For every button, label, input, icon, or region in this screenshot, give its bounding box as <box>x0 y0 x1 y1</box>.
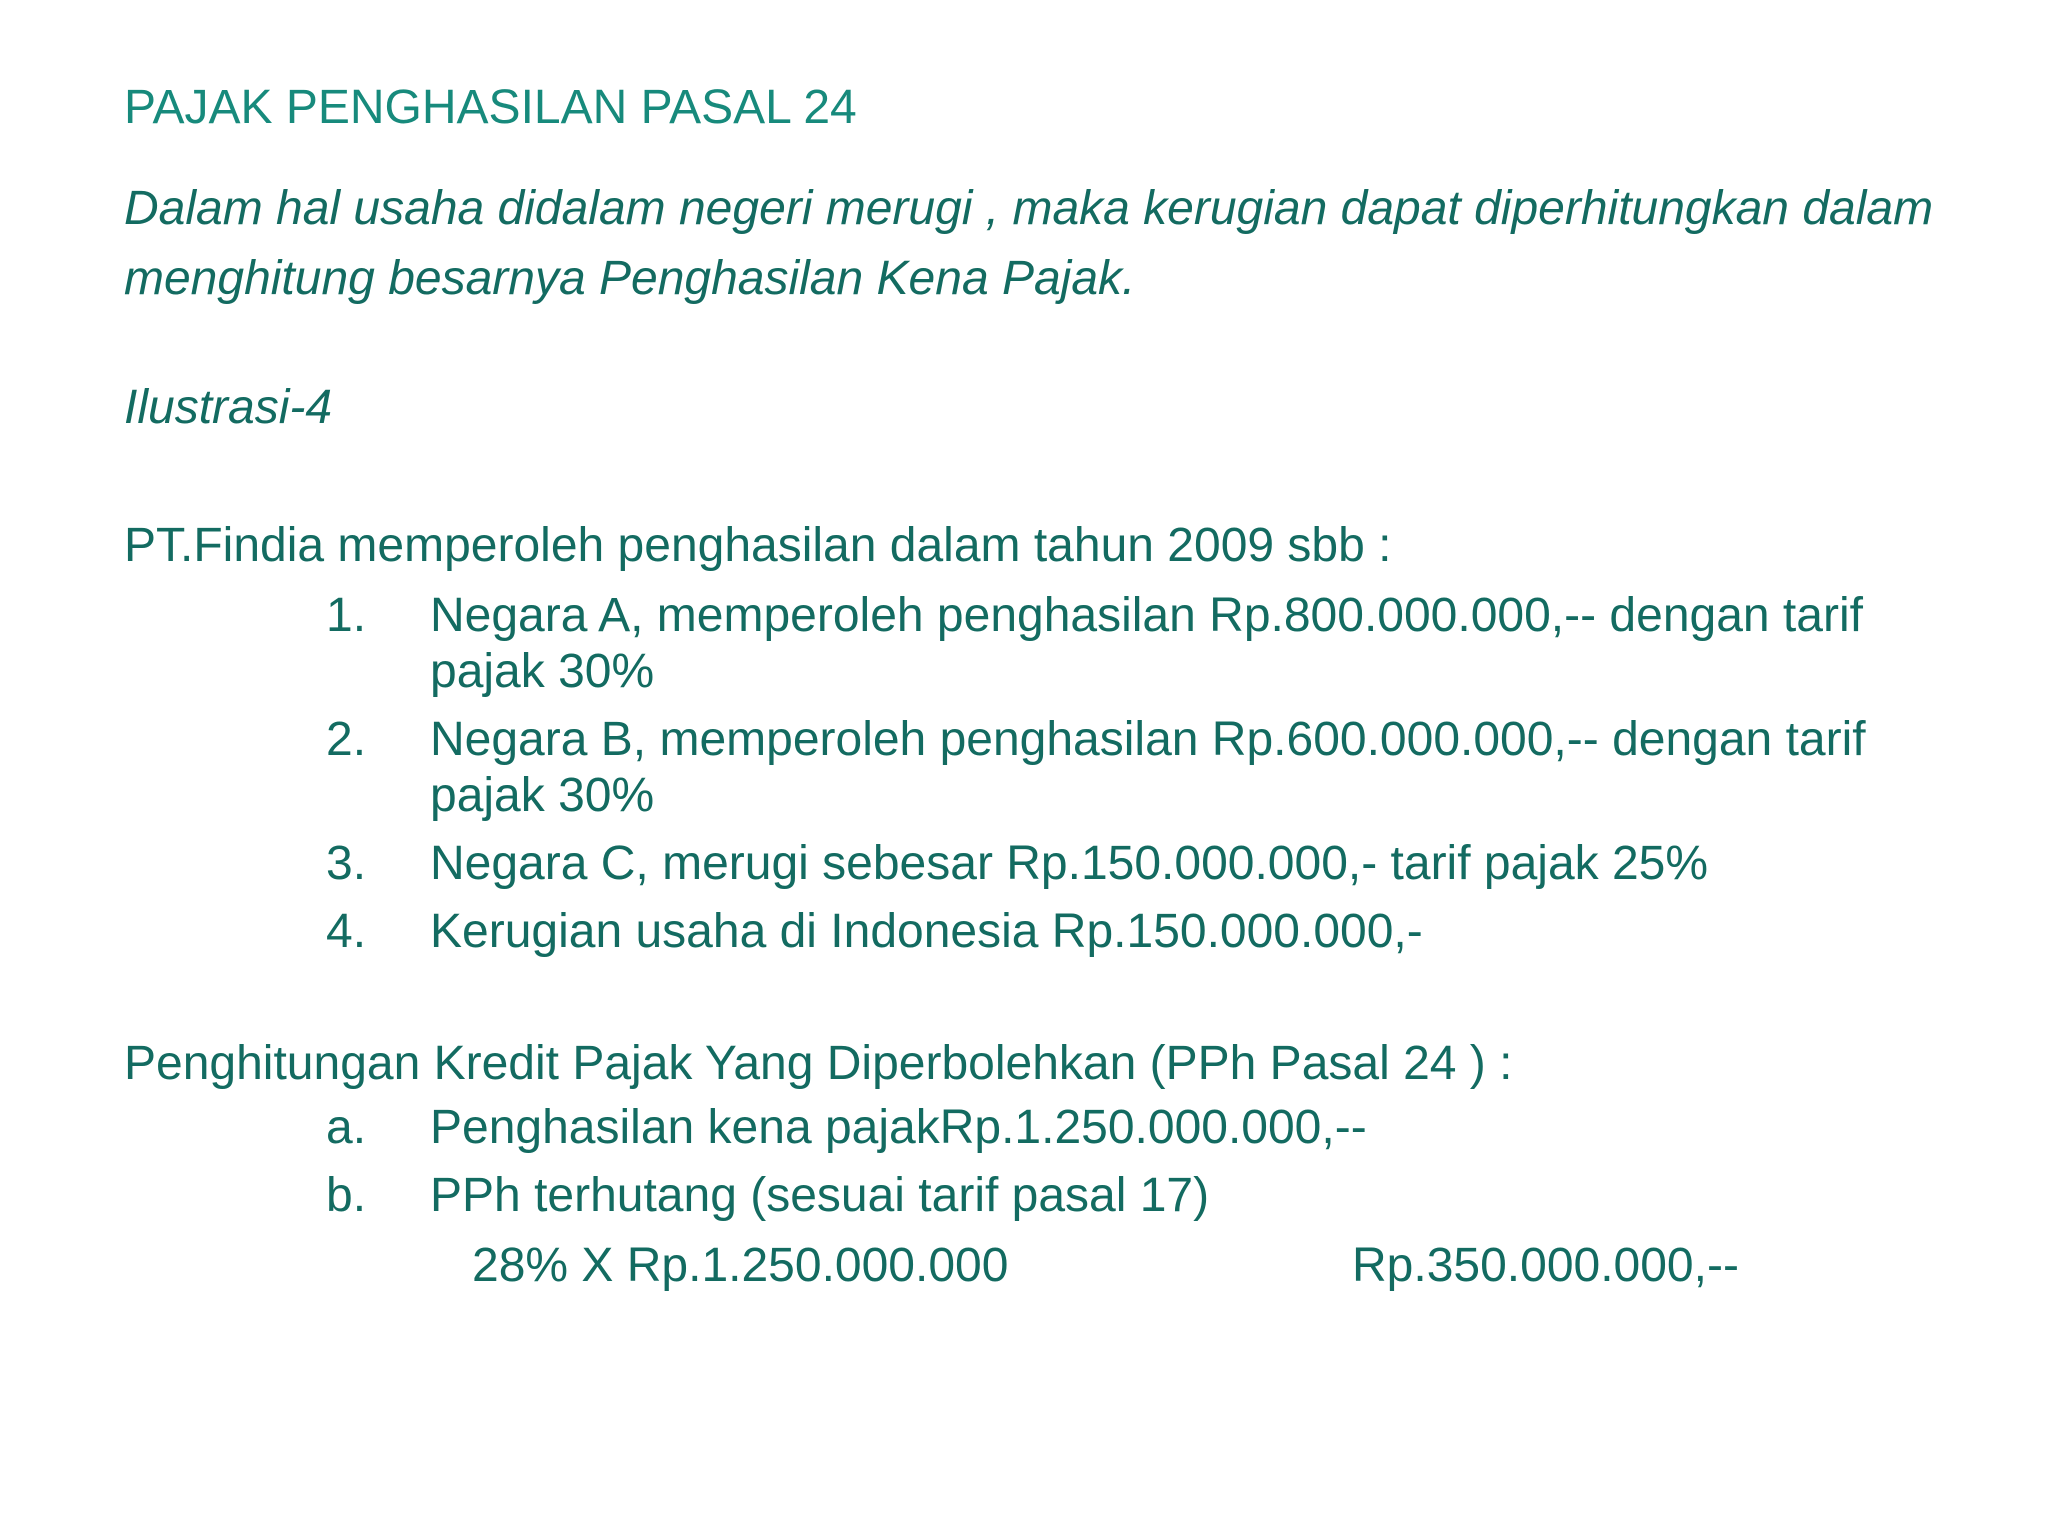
list-marker: a. <box>326 1101 367 1154</box>
illustration-label: Ilustrasi-4 <box>124 381 333 434</box>
list-item <box>326 1100 1886 1156</box>
calc-result: Rp.350.000.000,-- <box>1352 1239 1739 1292</box>
list-item-text: Penghasilan kena pajakRp.1.250.000.000,-- <box>430 1101 1367 1154</box>
list-marker: 4. <box>326 905 367 958</box>
list-item <box>326 836 1886 892</box>
list-item <box>326 904 1886 960</box>
calc-formula: 28% X Rp.1.250.000.000 <box>472 1239 1009 1292</box>
list-marker: 1. <box>326 589 367 642</box>
calc-intro: Penghitungan Kredit Pajak Yang Diperbolehkan (PPh Pasal 24 ) : <box>124 1037 1513 1090</box>
list-marker: 3. <box>326 837 367 890</box>
list-item-text: Kerugian usaha di Indonesia Rp.150.000.000,- <box>430 905 1423 958</box>
intro-paragraph: Dalam hal usaha didalam negeri merugi , maka kerugian dapat diperhitungkan dalam menghitung besarnya Penghasilan Kena Pajak. <box>124 182 1934 305</box>
list-item-text: Negara C, merugi sebesar Rp.150.000.000,- tarif pajak 25% <box>430 837 1709 890</box>
income-intro: PT.Findia memperoleh penghasilan dalam tahun 2009 sbb : <box>124 519 1392 572</box>
list-item <box>326 712 1886 824</box>
list-item <box>326 588 1886 700</box>
income-list <box>326 588 1886 960</box>
list-marker: 2. <box>326 713 367 766</box>
list-marker: b. <box>326 1169 367 1222</box>
list-item-text: Negara A, memperoleh penghasilan Rp.800.000.000,-- dengan tarif pajak 30% <box>430 589 1863 698</box>
slide-title: PAJAK PENGHASILAN PASAL 24 <box>124 81 857 134</box>
list-item-text: Negara B, memperoleh penghasilan Rp.600.000.000,-- dengan tarif pajak 30% <box>430 713 1866 822</box>
calc-list <box>326 1100 1886 1224</box>
list-item <box>326 1168 1886 1224</box>
list-item-text: PPh terhutang (sesuai tarif pasal 17) <box>430 1169 1210 1222</box>
